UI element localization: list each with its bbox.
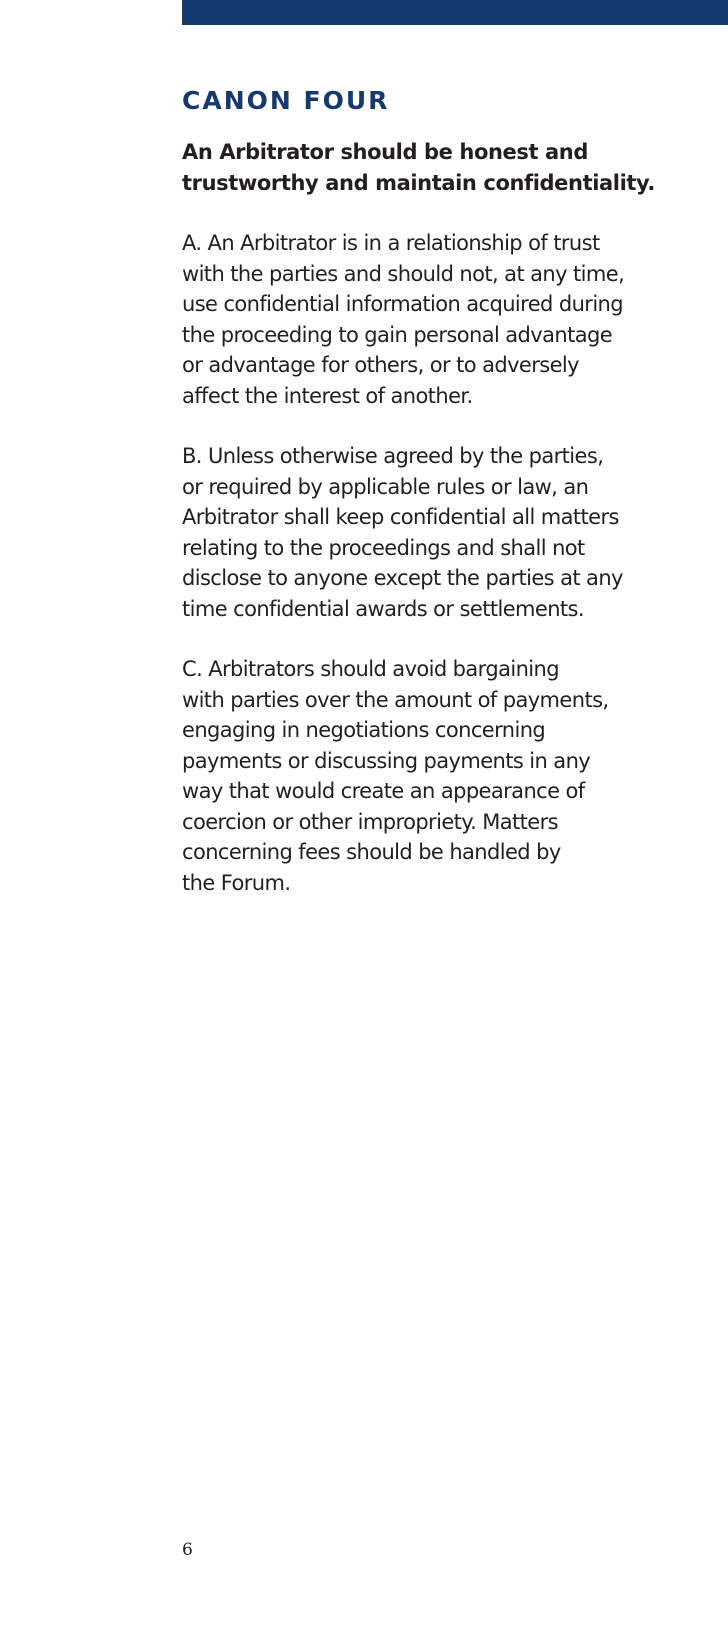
subtitle-line: trustworthy and maintain confidentiality. xyxy=(182,171,655,195)
paragraph-line: the proceeding to gain personal advantage xyxy=(182,322,613,347)
paragraph-line: with the parties and should not, at any time, xyxy=(182,261,625,286)
canon-heading: CANON FOUR xyxy=(182,86,390,115)
paragraph-line: B. Unless otherwise agreed by the parties, xyxy=(182,444,604,468)
paragraph-line: or required by applicable rules or law, an xyxy=(182,474,589,499)
paragraph-line: concerning fees should be handled by xyxy=(182,840,561,864)
paragraph-line: use confidential information acquired during xyxy=(182,292,623,316)
paragraph-line: engaging in negotiations concerning xyxy=(182,718,546,742)
paragraph-line: time confidential awards or settlements. xyxy=(182,596,584,621)
paragraph-line: the Forum. xyxy=(182,870,291,895)
paragraph-b xyxy=(182,441,682,624)
subtitle-line: An Arbitrator should be honest and xyxy=(182,140,588,164)
paragraph-line: with parties over the amount of payments, xyxy=(182,687,609,712)
paragraph-line: or advantage for others, or to adversely xyxy=(182,353,579,377)
paragraph-c xyxy=(182,654,682,898)
header-bar xyxy=(182,0,728,25)
canon-section xyxy=(182,86,682,928)
paragraph-line: relating to the proceedings and shall not xyxy=(182,535,585,560)
paragraph-line: payments or discussing payments in any xyxy=(182,748,591,773)
paragraph-line: Arbitrator shall keep confidential all matters xyxy=(182,505,619,529)
paragraph-line: disclose to anyone except the parties at any xyxy=(182,566,623,590)
paragraph-line: C. Arbitrators should avoid bargaining xyxy=(182,657,559,681)
paragraph-line: coercion or other impropriety. Matters xyxy=(182,809,559,834)
paragraph-line: way that would create an appearance of xyxy=(182,779,585,803)
paragraph-line: affect the interest of another. xyxy=(182,383,473,408)
page-number: 6 xyxy=(182,1540,193,1560)
paragraph-a xyxy=(182,228,682,411)
paragraph-line: A. An Arbitrator is in a relationship of trust xyxy=(182,231,600,255)
canon-subtitle xyxy=(182,137,682,199)
